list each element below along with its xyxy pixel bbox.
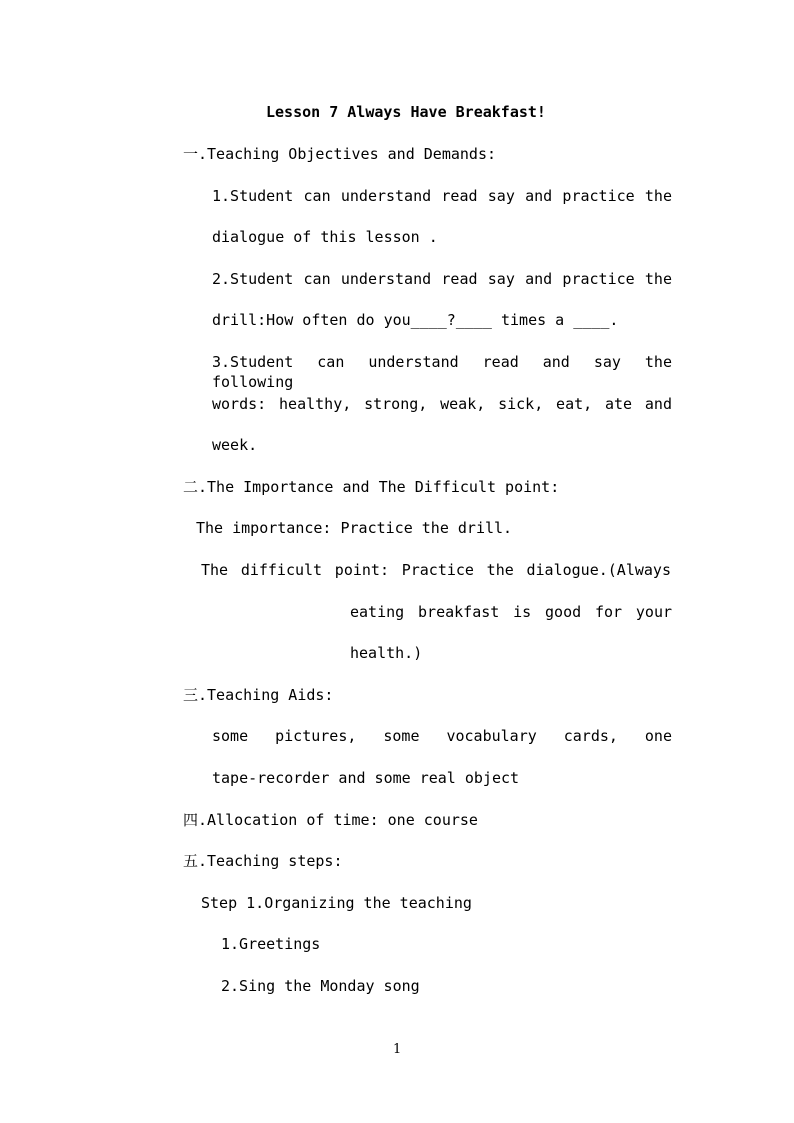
objective-3-line-2: words: healthy, strong, weak, sick, eat, ate and bbox=[212, 395, 672, 413]
section-steps-heading: 五.Teaching steps: bbox=[183, 852, 343, 870]
importance-line: The importance: Practice the drill. bbox=[196, 519, 513, 537]
section-allocation-heading: 四.Allocation of time: one course bbox=[183, 811, 478, 829]
objective-2-line-2: drill:How often do you____?____ times a ____. bbox=[212, 311, 619, 329]
objective-3-line-1: 3.Student can understand read and say the following bbox=[212, 353, 672, 391]
difficult-point-line-1: The difficult point: Practice the dialogue.(Always bbox=[201, 561, 671, 579]
objective-1-line-1: 1.Student can understand read say and practice the bbox=[212, 187, 672, 205]
section-importance-heading: 二.The Importance and The Difficult point: bbox=[183, 478, 560, 496]
objective-1-line-2: dialogue of this lesson . bbox=[212, 228, 438, 246]
objective-3-line-3: week. bbox=[212, 436, 258, 454]
step-1-sub-1: 1.Greetings bbox=[221, 935, 321, 953]
aids-line-1: some pictures, some vocabulary cards, one bbox=[212, 727, 672, 745]
difficult-point-line-2: eating breakfast is good for your bbox=[350, 603, 672, 621]
aids-line-2: tape-recorder and some real object bbox=[212, 769, 520, 787]
step-1: Step 1.Organizing the teaching bbox=[201, 894, 472, 912]
lesson-title: Lesson 7 Always Have Breakfast! bbox=[266, 103, 546, 121]
step-1-sub-2: 2.Sing the Monday song bbox=[221, 977, 420, 995]
difficult-point-line-3: health.) bbox=[350, 644, 423, 662]
objective-2-line-1: 2.Student can understand read say and practice the bbox=[212, 270, 672, 288]
section-objectives-heading: 一.Teaching Objectives and Demands: bbox=[183, 145, 497, 163]
section-aids-heading: 三.Teaching Aids: bbox=[183, 686, 334, 704]
page-number: 1 bbox=[393, 1042, 402, 1057]
